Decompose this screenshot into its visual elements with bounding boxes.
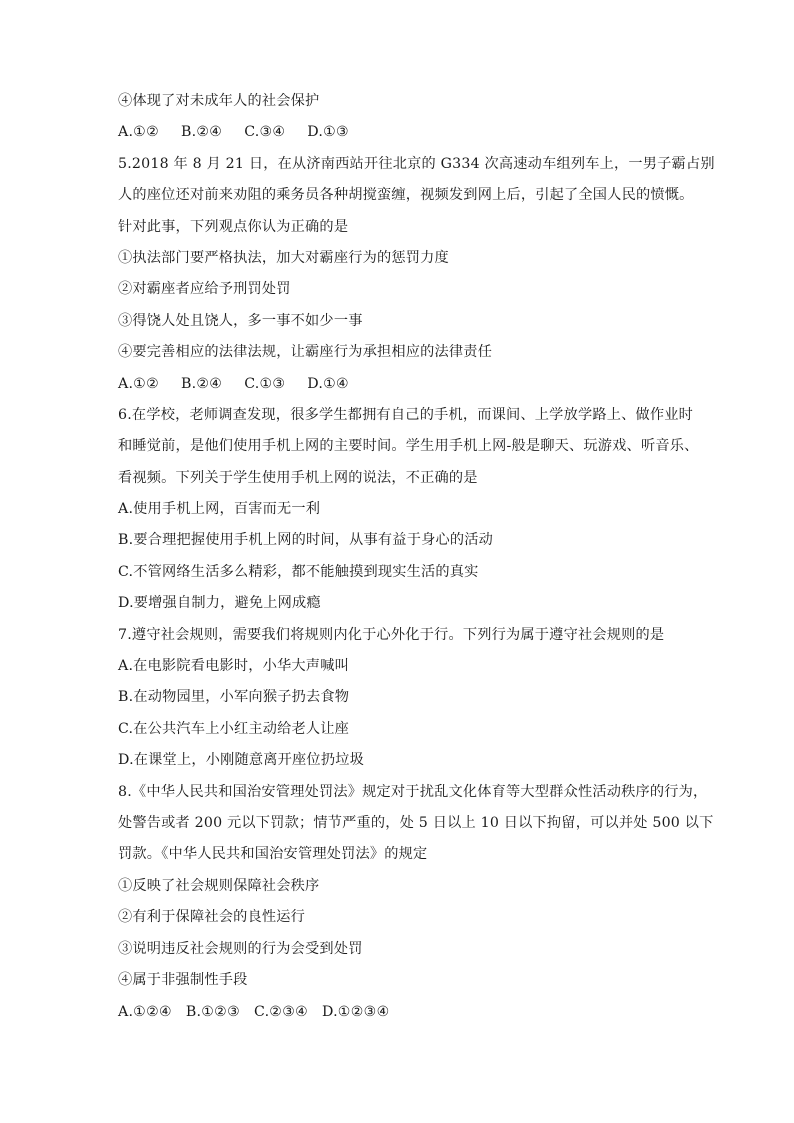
answer-option: D.①③	[307, 124, 349, 140]
text-line: ②对霸座者应给予刑罚处罚	[118, 281, 291, 297]
answer-options	[118, 374, 371, 394]
answer-option: B.②④	[181, 124, 223, 140]
answer-option: C.③④	[244, 124, 286, 140]
text-line: ①执法部门要严格执法，加大对霸座行为的惩罚力度	[118, 250, 449, 266]
text-line: 针对此事，下列观点你认为正确的是	[118, 219, 349, 235]
text-line: B.在动物园里，小军向猴子扔去食物	[118, 689, 350, 705]
text-line: A.使用手机上网，百害而无一利	[118, 501, 321, 517]
text-line: ③得饶人处且饶人，多一事不如少一事	[118, 313, 363, 329]
text-line: 和睡觉前，是他们使用手机上网的主要时间。学生用手机上网-般是聊天、玩游戏、听音乐、	[118, 438, 699, 454]
answer-option: B.②④	[181, 376, 223, 392]
text-line: 8.《中华人民共和国治安管理处罚法》规定对于扰乱文化体育等大型群众性活动秩序的行为，	[118, 784, 708, 800]
answer-options	[118, 122, 371, 142]
text-line: 5.2018 年 8 月 21 日，在从济南西站开往北京的 G334 次高速动车组列车上，一男子霸占别	[118, 156, 715, 172]
text-line: C.在公共汽车上小红主动给老人让座	[118, 721, 350, 737]
text-line: B.要合理把握使用手机上网的时间，从事有益于身心的活动	[118, 532, 494, 548]
text-line: A.在电影院看电影时，小华大声喊叫	[118, 658, 349, 674]
answer-option: B.①②③	[185, 1004, 241, 1020]
answer-option: A.①②	[118, 124, 159, 140]
answer-option: A.①②	[118, 376, 159, 392]
text-line: ③说明违反社会规则的行为会受到处罚	[118, 941, 363, 957]
text-line: ①反映了社会规则保障社会秩序	[118, 878, 320, 894]
text-line: D.在课堂上，小刚随意离开座位扔垃圾	[118, 752, 364, 768]
text-line: C.不管网络生活多么精彩，都不能触摸到现实生活的真实	[118, 564, 479, 580]
text-line: 看视频。下列关于学生使用手机上网的说法，不正确的是	[118, 470, 478, 486]
text-line: 6.在学校，老师调查发现，很多学生都拥有自己的手机，而课间、上学放学路上、做作业时	[118, 407, 694, 423]
answer-option: A.①②④	[118, 1004, 172, 1020]
text-line: 人的座位还对前来劝阻的乘务员各种胡搅蛮缠，视频发到网上后，引起了全国人民的愤慨。	[118, 187, 694, 203]
text-line: ④要完善相应的法律法规，让霸座行为承担相应的法律责任	[118, 344, 493, 360]
answer-option: C.②③④	[254, 1004, 309, 1020]
answer-option: D.①④	[307, 376, 349, 392]
answer-options	[118, 1002, 404, 1022]
text-line: 7.遵守社会规则，需要我们将规则内化于心外化于行。下列行为属于遵守社会规则的是	[118, 627, 665, 643]
text-line: 处警告或者 200 元以下罚款；情节严重的，处 5 日以上 10 日以下拘留，可以并处 500 以下	[118, 815, 714, 831]
text-line: ④属于非强制性手段	[118, 972, 248, 988]
answer-option: C.①③	[244, 376, 286, 392]
answer-option: D.①②③④	[322, 1004, 390, 1020]
text-line: ④体现了对未成年人的社会保护	[118, 93, 320, 109]
text-line: ②有利于保障社会的良性运行	[118, 909, 306, 925]
text-line: D.要增强自制力，避免上网成瘾	[118, 595, 321, 611]
text-line: 罚款。《中华人民共和国治安管理处罚法》的规定	[118, 846, 428, 862]
